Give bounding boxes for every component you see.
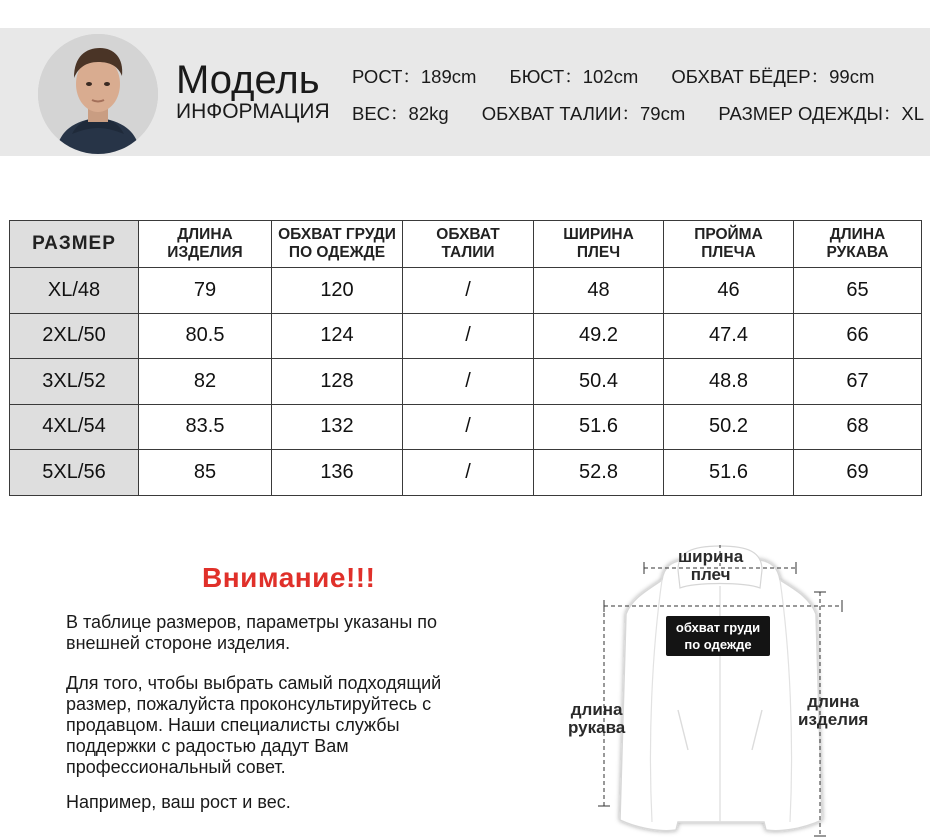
length-cell: 85 bbox=[139, 450, 272, 496]
header-waist: ОБХВАТ ТАЛИИ bbox=[403, 221, 534, 268]
length-cell: 82 bbox=[139, 359, 272, 405]
chest-cell: 120 bbox=[272, 268, 403, 314]
size-cell: 4XL/54 bbox=[10, 404, 139, 450]
model-avatar bbox=[38, 34, 158, 154]
jacket-measurement-diagram bbox=[560, 540, 930, 838]
model-clothing-size: РАЗМЕР ОДЕЖДЫ：XL bbox=[718, 103, 924, 124]
sleeve-cell: 66 bbox=[794, 313, 922, 359]
model-subtitle: ИНФОРМАЦИЯ bbox=[176, 100, 330, 123]
model-weight: ВЕС：82kg bbox=[352, 103, 449, 124]
size-chart-table bbox=[9, 220, 922, 496]
table-row bbox=[10, 268, 922, 314]
model-hips: ОБХВАТ БЁДЕР：99cm bbox=[671, 66, 875, 87]
header-size: РАЗМЕР bbox=[10, 221, 139, 268]
notice-line: внешней стороне изделия. bbox=[66, 633, 291, 653]
shoulder-width-label: ширина плеч bbox=[678, 547, 744, 584]
size-cell: XL/48 bbox=[10, 268, 139, 314]
product-length-label: длина изделия bbox=[798, 692, 869, 729]
length-cell: 79 bbox=[139, 268, 272, 314]
notice-paragraph-2 bbox=[66, 673, 526, 778]
header-armhole: ПРОЙМА ПЛЕЧА bbox=[664, 221, 794, 268]
table-row bbox=[10, 313, 922, 359]
armhole-cell: 51.6 bbox=[664, 450, 794, 496]
length-cell: 83.5 bbox=[139, 404, 272, 450]
waist-cell: / bbox=[403, 404, 534, 450]
notice-paragraph-3 bbox=[66, 792, 526, 813]
sleeve-cell: 67 bbox=[794, 359, 922, 405]
notice-line: Для того, чтобы выбрать самый подходящий bbox=[66, 673, 442, 693]
jacket-illustration bbox=[560, 540, 930, 838]
model-info-banner bbox=[0, 28, 930, 156]
chest-cell: 136 bbox=[272, 450, 403, 496]
sleeve-cell: 69 bbox=[794, 450, 922, 496]
armhole-cell: 48.8 bbox=[664, 359, 794, 405]
shoulder-cell: 48 bbox=[534, 268, 664, 314]
armhole-cell: 50.2 bbox=[664, 404, 794, 450]
chest-girth-badge: обхват груди по одежде bbox=[666, 616, 770, 656]
notice-paragraph-1 bbox=[66, 612, 526, 654]
notice-line: поддержки с радостью дадут Вам bbox=[66, 736, 349, 756]
notice-line: В таблице размеров, параметры указаны по bbox=[66, 612, 438, 632]
model-height: РОСТ：189cm bbox=[352, 66, 477, 87]
sleeve-cell: 68 bbox=[794, 404, 922, 450]
armhole-cell: 46 bbox=[664, 268, 794, 314]
model-measurements-row-1 bbox=[352, 63, 874, 89]
model-measurements-row-2 bbox=[352, 100, 924, 126]
length-cell: 80.5 bbox=[139, 313, 272, 359]
size-cell: 2XL/50 bbox=[10, 313, 139, 359]
sleeve-length-label: длина рукава bbox=[568, 700, 626, 737]
waist-cell: / bbox=[403, 359, 534, 405]
chest-cell: 132 bbox=[272, 404, 403, 450]
shoulder-cell: 52.8 bbox=[534, 450, 664, 496]
table-row bbox=[10, 359, 922, 405]
shoulder-cell: 49.2 bbox=[534, 313, 664, 359]
notice-line: размер, пожалуйста проконсультируйтесь с bbox=[66, 694, 432, 714]
notice-line: профессиональный совет. bbox=[66, 757, 286, 777]
header-length: ДЛИНА ИЗДЕЛИЯ bbox=[139, 221, 272, 268]
table-row bbox=[10, 450, 922, 496]
sleeve-cell: 65 bbox=[794, 268, 922, 314]
waist-cell: / bbox=[403, 313, 534, 359]
model-waist: ОБХВАТ ТАЛИИ：79cm bbox=[481, 103, 686, 124]
header-chest: ОБХВАТ ГРУДИ ПО ОДЕЖДЕ bbox=[272, 221, 403, 268]
armhole-cell: 47.4 bbox=[664, 313, 794, 359]
notice-line: Например, ваш рост и вес. bbox=[66, 792, 291, 812]
notice-line: продавцом. Наши специалисты службы bbox=[66, 715, 400, 735]
shoulder-cell: 51.6 bbox=[534, 404, 664, 450]
chest-cell: 124 bbox=[272, 313, 403, 359]
chest-cell: 128 bbox=[272, 359, 403, 405]
attention-title: Внимание!!! bbox=[202, 562, 376, 593]
table-header-row bbox=[10, 221, 922, 268]
size-cell: 3XL/52 bbox=[10, 359, 139, 405]
shoulder-cell: 50.4 bbox=[534, 359, 664, 405]
header-shoulder-width: ШИРИНА ПЛЕЧ bbox=[534, 221, 664, 268]
model-bust: БЮСТ：102cm bbox=[509, 66, 639, 87]
model-title: Модель bbox=[176, 58, 320, 102]
table-row bbox=[10, 404, 922, 450]
waist-cell: / bbox=[403, 268, 534, 314]
waist-cell: / bbox=[403, 450, 534, 496]
header-sleeve-length: ДЛИНА РУКАВА bbox=[794, 221, 922, 268]
size-cell: 5XL/56 bbox=[10, 450, 139, 496]
